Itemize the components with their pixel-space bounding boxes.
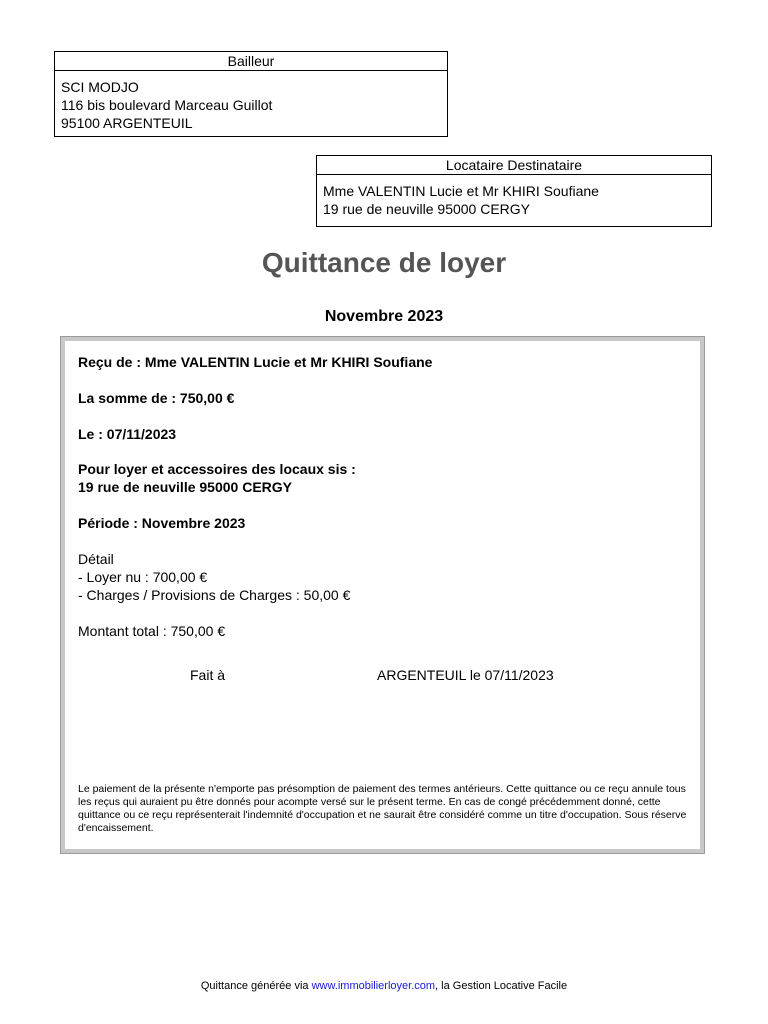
locataire-names: Mme VALENTIN Lucie et Mr KHIRI Soufiane <box>323 183 599 199</box>
locataire-header: Locataire Destinataire <box>317 156 711 175</box>
locaux-address: 19 rue de neuville 95000 CERGY <box>78 479 292 495</box>
locataire-body <box>317 175 711 218</box>
montant-total: Montant total : 750,00 € <box>78 623 226 639</box>
bailleur-body <box>55 71 447 132</box>
bailleur-header: Bailleur <box>55 52 447 71</box>
footer <box>0 979 768 993</box>
pour-loyer: Pour loyer et accessoires des locaux sis : <box>78 461 356 477</box>
legal-notice: Le paiement de la présente n'emporte pas présomption de paiement des termes antérieurs. Cette quittance ou ce reçu annule tous les reçus qui auraient pu être donnés pour acompte versé sur le présent terme. En cas de congé précédemment donné, cette quittance ou ce reçu représenterait l'indemnité d'occupation et ne saurait être considéré comme un titre d'occupation. Sous réserve d'encaissement. <box>78 783 687 834</box>
bailleur-address-line1: 116 bis boulevard Marceau Guillot <box>61 97 273 113</box>
bailleur-name: SCI MODJO <box>61 79 139 95</box>
receipt-frame <box>60 336 705 854</box>
fait-a: Fait à <box>190 667 226 683</box>
detail-label: Détail <box>78 551 114 567</box>
receipt-date: Le : 07/11/2023 <box>78 426 177 442</box>
periode: Période : Novembre 2023 <box>78 515 246 531</box>
document-month: Novembre 2023 <box>324 308 444 325</box>
footer-link[interactable]: www.immobilierloyer.com <box>311 980 436 992</box>
footer-suffix: , la Gestion Locative Facile <box>435 980 568 992</box>
loyer-nu: - Loyer nu : 700,00 € <box>78 569 208 585</box>
lieu-date: ARGENTEUIL le 07/11/2023 <box>377 667 554 683</box>
footer-prefix: Quittance générée via <box>200 980 312 992</box>
charges: - Charges / Provisions de Charges : 50,00 € <box>78 587 351 603</box>
bailleur-box <box>54 51 448 137</box>
somme: La somme de : 750,00 € <box>78 390 235 406</box>
bailleur-address-line2: 95100 ARGENTEUIL <box>61 115 193 131</box>
recu-de: Reçu de : Mme VALENTIN Lucie et Mr KHIRI Soufiane <box>78 354 433 370</box>
locataire-address: 19 rue de neuville 95000 CERGY <box>323 201 531 217</box>
locataire-box <box>316 155 712 227</box>
document-title: Quittance de loyer <box>261 247 507 278</box>
